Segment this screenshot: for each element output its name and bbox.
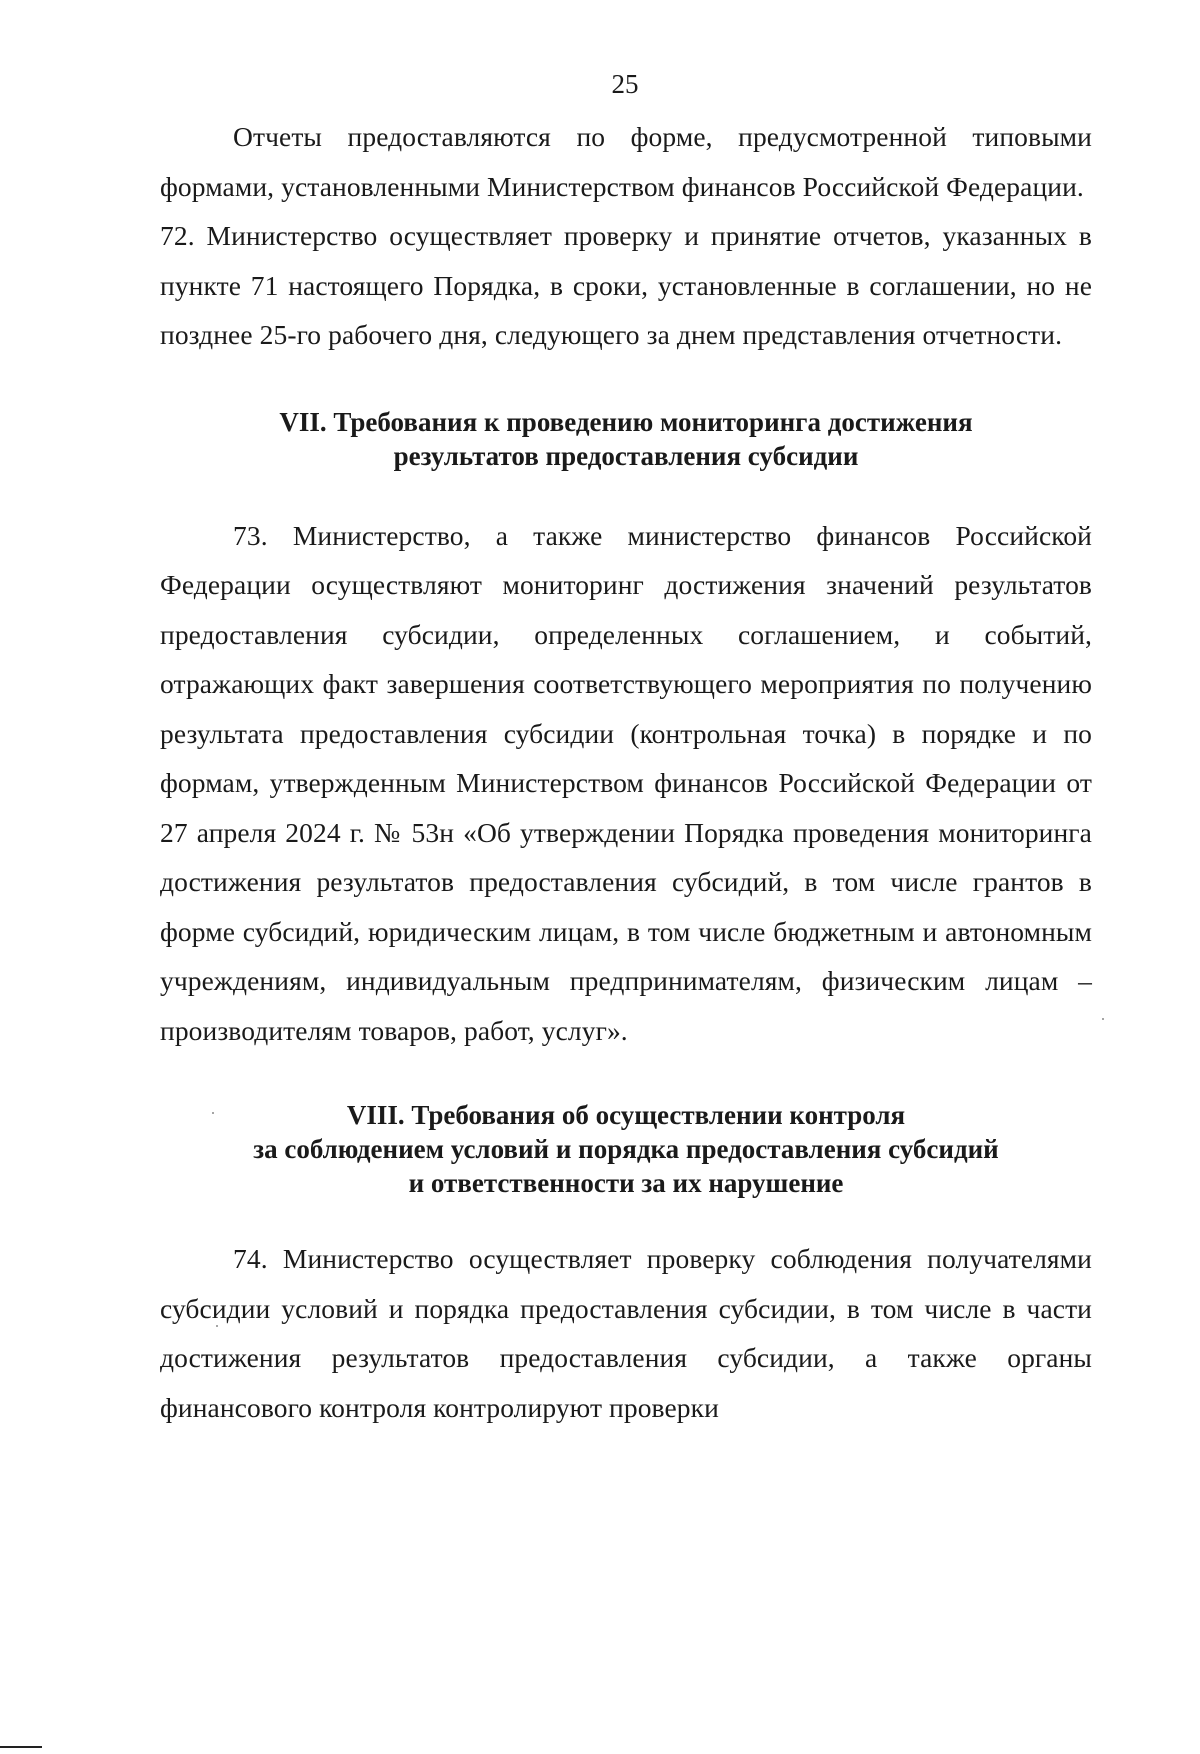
section-8-heading	[160, 1098, 1092, 1200]
document-body	[160, 112, 1092, 1432]
paragraph-73: 73. Министерство, а также министерство финансов Российской Федерации осуществляют мониторинг достижения значений результатов предоставления субсидии, определенных соглашением, и событий, отражающих факт завершения соответствующего мероприятия по получению результата предоставления субсидии (контрольная точка) в порядке и по формам, утвержденным Министерством финансов Российской Федерации от 27 апреля 2024 г. № 53н «Об утверждении Порядка проведения мониторинга достижения результатов предоставления субсидий, в том числе грантов в форме субсидий, юридическим лицам, в том числе бюджетным и автономным учреждениям, индивидуальным предпринимателям, физическим лицам – производителям товаров, работ, услуг».	[160, 519, 1092, 1046]
scan-edge-mark	[0, 1746, 42, 1748]
section-8-heading-line: за соблюдением условий и порядка предоставления субсидий	[253, 1134, 999, 1164]
scan-speck	[216, 1325, 218, 1327]
scan-speck	[212, 1112, 214, 1114]
section-8-heading-line: VIII. Требования об осуществлении контроля	[346, 1100, 906, 1130]
paragraph-74: 74. Министерство осуществляет проверку соблюдения получателями субсидии условий и порядка предоставления субсидии, в том числе в части достижения результатов предоставления субсидии, а также органы финансового контроля контролируют проверки	[160, 1243, 1092, 1423]
section-7-heading-line: результатов предоставления субсидии	[393, 440, 859, 471]
paragraph-reports-form: Отчеты предоставляются по форме, предусмотренной типовыми формами, установленными Министерством финансов Российской Федерации.	[160, 121, 1092, 202]
scan-speck	[1102, 1018, 1104, 1020]
section-7-heading-line: VII. Требования к проведению мониторинга достижения	[279, 406, 973, 437]
section-7-heading	[160, 405, 1092, 473]
section-8-heading-line: и ответственности за их нарушение	[408, 1168, 844, 1198]
page-number: 25	[611, 69, 639, 99]
paragraph-72: 72. Министерство осуществляет проверку и принятие отчетов, указанных в пункте 71 настоящего Порядка, в сроки, установленные в соглашении, но не позднее 25-го рабочего дня, следующего за днем представления отчетности.	[160, 220, 1092, 350]
